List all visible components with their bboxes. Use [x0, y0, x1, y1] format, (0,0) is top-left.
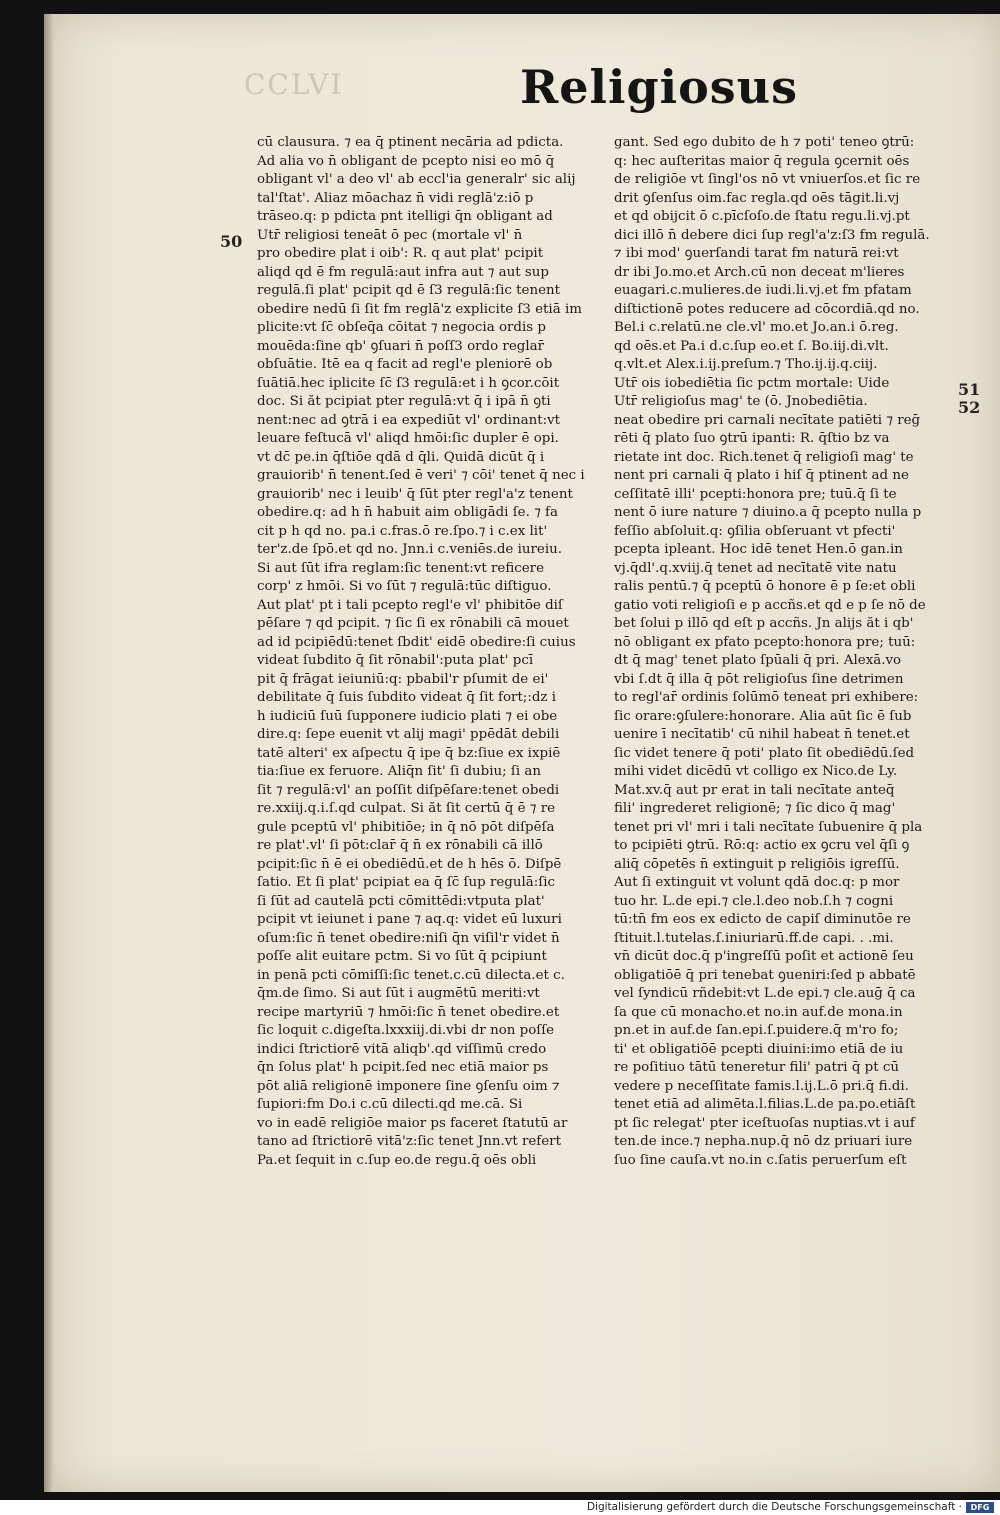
text-line: ⁊ ibi mod' ꝯuerſandi tarat̄ fm naturā rei:vt	[614, 246, 899, 261]
text-line: pcipit vt ieiunet i pane ⁊ aq.q: videt eū luxuri	[257, 912, 562, 927]
text-line: videat̄ ſubdito q̄ ſit rōnabil':puta plat' pcī	[257, 653, 534, 668]
text-line: ſtituit̄.l.tutelas.ſ.iniuriarū.ff.de capi. . .mi.	[614, 930, 894, 946]
text-line: re.xxiij.q.i.ſ.qd culpat̄. Si ăt ſit certū q̄ ē ⁊ re	[257, 801, 556, 816]
text-line: euagari.c.mulieres.de iudi.li.vj.et fm pfatam	[614, 283, 912, 298]
text-line: ad id pcipiēdū:tenet̄ ſbdit' eidē obedire:ſi cuius	[257, 634, 576, 650]
text-line: ſi ſūt ad cautelā pcti cōmittēdi:vtputa plat'	[257, 893, 545, 909]
text-line: q: hec auſteritas maior q̄ regula ꝯcernit oēs	[614, 153, 910, 169]
text-line: leuare feſtucā vl' aliqd hmōi:ſic dupler ē opi.	[257, 431, 559, 446]
text-line: uenire ī necītatib' cū nihil habeat n̄ tenet̄.et	[614, 727, 910, 742]
text-line: dr ibi Jo.mo.et Arch.cū non deceat m'lieres	[614, 264, 905, 280]
text-line: nent̄ ō iure nature ⁊ diuino.a q̄ pcepto nulla p	[614, 505, 922, 520]
text-line: gant̄. Sed ego dubito de h̄ ⁊ poti' teneo ꝯtrū:	[614, 135, 915, 150]
text-line: Bel.i c.relatū.ne cle.vl' mo.et Jo.an.i ō.reg.	[614, 320, 899, 335]
text-line: aliqd qd ē fm regulā:aut infra aut ⁊ aut sup	[257, 264, 549, 280]
text-line: nent̄ pri carnali q̄ plato i hiſ q̄ ptinent ad ne	[614, 468, 909, 483]
funding-credit: Digitalisierung gefördert durch die Deutsche Forschungsgemeinschaft ·	[586, 1501, 962, 1513]
text-line: tia:ſiue ex feruore. Aliq̄n ſit' ſi dubiu; ſi an	[257, 764, 542, 779]
text-line: regulā.ſi plat' pcipit qd ē ſ3 regulā:ſic tenent̄	[257, 283, 561, 298]
text-line: in penā pcti cōmiſſi:ſic tenet̄.c.cū dilecta.et c.	[257, 967, 565, 983]
text-line: recipe martyriū ⁊ hmōi:ſic n̄ tenet̄ obedire.et	[257, 1004, 560, 1020]
text-line: Aut plat' pt i tali pcepto regl'e vl' phibitōe diſ	[257, 597, 563, 613]
text-line: Utr̄ ois iobediētia ſic pctm mortale: Uide	[614, 375, 890, 391]
text-line: de religiōe vt ſingl'os nō vt vniuerſos.et ſic re	[614, 172, 921, 187]
page-title: Religiosus	[520, 60, 799, 114]
text-line: pēſare ⁊ qd pcipit. ⁊ ſic ſi ex rōnabili cā mouet̄	[257, 616, 569, 631]
text-line: ten.de ince.⁊ nepha.nup.q̄ nō dz priuari iure	[614, 1134, 913, 1149]
text-line: ſuātiā.hec iplicite ſc̄ ſ3 regulā:et i h̄ ꝯcor.cōit̄	[257, 375, 560, 391]
text-line: tenet̄ pri vl' mri i tali necītate ſubuenire q̄ pla	[614, 819, 923, 835]
text-line: cū clausura. ⁊ ea q̄ ptinent necāria ad pdicta.	[257, 135, 564, 150]
text-line: gule pceptū vl' phibitiōe; in q̄ nō pōt diſpēſa	[257, 819, 555, 835]
text-line: obſuātie. Itē ea q facit̄ ad regl'e pleniorē ob	[257, 357, 553, 372]
text-line: to regl'ar̄ ordinis ſolūmō teneat̄ pri exhibere:	[614, 690, 919, 705]
text-line: vj.q̄dl'.q.xviij.q̄ tenet̄ ad necītatē vite natu	[614, 560, 897, 576]
text-line: gatio voti religioſi e p accñs.et qd e p ſe nō de	[614, 597, 926, 613]
text-line: diſtictionē potes reducere ad cōcordiā.qd no.	[614, 301, 920, 317]
text-line: vt dc̄ pe.in q̄ſtiōe qdā d̄ q̄li. Quidā dicūt q̄ i	[257, 449, 545, 465]
margin-number-52: 52	[958, 398, 981, 417]
text-line: obedire.q: ad h̄ n̄ habuit aim obligādi ſe. ⁊ fa	[257, 505, 558, 520]
text-line: q̄n ſolus plat' h̄ pcipit.ſed nec etiā maior ps	[257, 1060, 549, 1075]
text-line: tenet̄ etiā ad alimēta.l.filias.L.de pa.po.etiāſt	[614, 1097, 916, 1112]
text-line: et qd obijcit̄ ō c.pīcſoſo.de ſtatu regu.li.vj.pt	[614, 209, 910, 224]
text-line: qd oēs.et Pa.i d.c.ſup eo.et ſ. Bo.iij.di.vlt.	[614, 338, 889, 354]
text-line: plicite:vt ſc̄ obſeq̄a cōitat̄ ⁊ negocia ordis p	[257, 320, 546, 335]
text-line: vedere p neceſſitate famis.l.ij.L.ō pri.q̄ fi.di.	[614, 1078, 909, 1094]
text-line: tatē alteri' ex aſpectu q̄ ipe q̄ bz:ſiue ex ixpiē	[257, 745, 561, 761]
text-line: obligatiōē q̄ pri tenebat̄ ꝯueniri:ſed p abbatē	[614, 967, 916, 983]
text-line: mihi videt̄ dicēdū vt colligo ex Nico.de Ly.	[614, 764, 898, 779]
text-line: trāseo.q: p pdicta pnt̄ itelligi q̄n obligant ad	[257, 209, 553, 224]
text-line: re plat'.vl' ſi pōt:clar̄ q̄ n̄ ex rōnabili cā illō	[257, 838, 543, 853]
text-line: ceſſitatē illi' pcepti:honora pre; tuū.q̄ ſi te	[614, 486, 897, 502]
text-line: Pa.et ſequit̄ in c.ſup eo.de regu.q̄ oēs obli	[257, 1152, 537, 1168]
text-line: h̄ iudiciū ſuū ſupponere iudicio plati ⁊ ei obe	[257, 708, 558, 724]
text-line: obedire nedū ſi ſit fm reglā'z explicite ſ3 etiā im	[257, 301, 582, 317]
text-line: doc. Si ăt pcipiat pter regulā:vt q̄ i ipā n̄ ꝯti	[257, 394, 551, 409]
text-line: Utr̄ religioſus mag' te (ō. Jnobediētia.	[614, 394, 868, 409]
text-line: ſuo ſine cauſa.vt no.in c.ſatis peruerſum eſt	[614, 1152, 907, 1168]
text-line: vn̄ dicūt doc.q̄ p'ingreſſū poſit et actionē ſeu	[614, 949, 914, 964]
text-line: rietate int̄ doc. Rich.tenet̄ q̄ religioſi mag' te	[614, 449, 914, 465]
text-line: pit q̄ frāgat ieiuniū:q: pbabil'r pſumit de ei'	[257, 671, 549, 687]
text-line: nō obligant̄ ex pfato pcepto:honora pre; tuū:	[614, 634, 916, 650]
text-line: ſupiori:fm Do.i c.cū dilecti.qd me.cā. Si	[257, 1097, 523, 1112]
dfg-logo: DFG	[966, 1502, 994, 1513]
right-text-column	[614, 134, 970, 1170]
text-line: pcipit:ſic n̄ ē ei obediēdū.et de h̄ hēs ō. Diſpē	[257, 856, 562, 872]
text-line: tano ad ſtrictiorē vitā'z:ſic tenet Jnn.vt refert	[257, 1134, 561, 1149]
text-line: pt ſic relegat' pter iceſtuoſas nuptias.vt i auf	[614, 1115, 915, 1131]
text-line: vbi ſ.dt q̄ illa q̄ pōt religioſus ſine detrimen	[614, 671, 904, 687]
text-line: pn.et in auf.de ſan.epi.ſ.puidere.q̄ m'ro fo;	[614, 1023, 899, 1038]
text-line: rēti q̄ plato ſuo ꝯtrū ipanti: R. q̄ſtio bz va	[614, 431, 890, 446]
text-line: Utr̄ religiosi teneāt̄ ō pec (mortale vl' n̄	[257, 227, 523, 243]
text-line: pōt aliā religionē imponere ſine ꝯſenſu oim ⁊	[257, 1078, 560, 1094]
text-line: tū:tn̄ fm eos ex edicto de capiſ diminutōe re	[614, 912, 911, 927]
text-line: grauiorib' nec i leuib' q̄ ſūt pter regl'a'z tenent̄	[257, 486, 573, 502]
text-line: dire.q: ſepe euenit vt alij magi' ppēdāt debili	[257, 727, 560, 742]
text-line: poſſe alit̄ euitare pctm. Si vo ſūt q̄ pcipiunt̄	[257, 949, 547, 964]
text-line: ti' et obligatiōē pcepti diuini:imo etiā de iu	[614, 1041, 904, 1057]
text-line: feſſio abſoluit.q: ꝯſilia obſeruant̄ vt pfecti'	[614, 523, 896, 539]
text-line: re poſitiuo tātū teneretur fili' patri q̄ pt cū	[614, 1060, 900, 1075]
text-line: ſic videt̄ tenere q̄ poti' plato ſit obediēdū.ſed	[614, 745, 915, 761]
text-line: ſatio. Et ſi plat' pcipiat ea q̄ ſc̄ ſup regulā:ſic	[257, 875, 555, 890]
left-text-column	[257, 134, 593, 1170]
text-line: obligant̄ vl' a deo vl' ab eccl'ia generalr' sic alij	[257, 172, 576, 187]
text-line: Ad alia vo n̄ obligant̄ de pcepto nisi eo mō q̄	[257, 153, 555, 169]
text-line: to pcipiēti ꝯtrū. Rō:q: actio ex ꝯcru vel q̄ſi ꝯ	[614, 838, 910, 853]
text-line: aliq̄ cōpetēs n̄ extinguit̄ p religiōis igreſſū.	[614, 856, 900, 872]
text-line: drit̄ ꝯſenſus oim.fac regla.qd oēs tāgit.li.vj	[614, 190, 900, 206]
text-line: ralis pentū.⁊ q̄ pceptū ō honore ē p ſe:et obli	[614, 579, 916, 594]
text-line: tal'ſtat'. Aliaz mōachaz n̄ vidi reglā'z:iō p	[257, 190, 534, 206]
text-line: dt q̄ mag' tenet̄ plato ſpūali q̄ pri. Alexā.vo	[614, 653, 902, 668]
text-line: Aut ſi extinguit̄ vt volunt qdā doc.q: p mor	[614, 875, 900, 890]
text-line: oſum:ſic n̄ tenet̄ obedire:niſi q̄n viſil'r videt n̄	[257, 930, 560, 946]
page-gutter	[44, 14, 54, 1492]
text-line: q̄m.de ſimo. Si aut ſūt i augmētū meriti:vt	[257, 986, 540, 1001]
text-line: tuo h̄r. L.de epi.⁊ cle.l.deo nob.ſ.h̄ ⁊ cogni	[614, 893, 894, 909]
text-line: corp' z hmōi. Si vo ſūt ⁊ regulā:tūc diſtiguo.	[257, 579, 552, 594]
text-line: vo in eadē religiōe maior ps faceret ſtatutū ar	[257, 1115, 568, 1131]
text-line: Mat.xv.q̄ aut pr erat in tali necītate anteq̄	[614, 782, 895, 798]
text-line: mouēda:ſine qb' ꝯſuari n̄ poſſ3 ordo reglar̄	[257, 338, 544, 354]
text-line: q.vlt.et Alex.i.ij.preſum.⁊ Tho.ij.ij.q.ciij.	[614, 357, 878, 372]
text-line: indici ſtrictiorē vitā aliqb'.qd viſſimū credo	[257, 1041, 547, 1057]
text-line: grauiorib' n̄ tenent̄.ſed ē veri' ⁊ cōi' tenet̄ q̄ nec i	[257, 468, 585, 483]
text-line: ſit ⁊ regulā:vl' an poſſit diſpēſare:tenet̄ obedi	[257, 782, 560, 798]
text-line: pro obedire plat̄ i oib': R. q aut plat' pcipit	[257, 246, 544, 261]
text-line: ſic loquit̄ c.digeſta.lxxxiij.di.vbi dr non poſſe	[257, 1023, 555, 1038]
footer-bar	[0, 1500, 1000, 1515]
text-line: Si aut ſūt ifra reglam:ſic tenent̄:vt reficere	[257, 560, 545, 576]
text-line: debilitate q̄ ſuis ſubdito videat̄ q̄ ſit fort;:dz i	[257, 690, 557, 705]
running-head	[0, 60, 1000, 114]
text-line: vel ſyndicū rñdebit:vt L.de epi.⁊ cle.auḡ q̄ ca	[614, 986, 916, 1001]
text-line: bet ſolui p illō qd eſt p accñs. Jn alijs ăt i qb'	[614, 616, 914, 631]
text-line: pcepta ipleant̄. Hoc idē tenet Hen.ō gan.in	[614, 542, 903, 557]
text-line: cit p h̄ qd no. pa.i c.fras.ō re.ſpo.⁊ i c.ex lit'	[257, 523, 548, 539]
text-line: ſic orare:ꝯſulere:honorare. Alia aūt ſic ē ſub	[614, 708, 912, 724]
text-line: neat̄ obedire pri carnali necītate patiēti ⁊ reḡ	[614, 412, 921, 428]
margin-number-51: 51	[958, 380, 981, 399]
text-line: ter'z.de ſpō.et qd no. Jnn.i c.veniēs.de iureiu.	[257, 542, 562, 557]
text-line: nent̄:nec ad ꝯtrā i ea expediūt̄ vl' ordinant̄:vt	[257, 412, 561, 428]
text-line: fili' ingrederet̄ religionē; ⁊ ſic dico q̄ mag'	[614, 801, 896, 816]
folio-number: CCLVI	[244, 68, 344, 101]
margin-number-50: 50	[220, 232, 243, 251]
text-line: ſa que cū monacho.et no.in auf.de mona.in	[614, 1004, 903, 1020]
text-line: dici illō n̄ debere dici ſup regl'a'z:ſ3 fm regulā.	[614, 227, 930, 243]
